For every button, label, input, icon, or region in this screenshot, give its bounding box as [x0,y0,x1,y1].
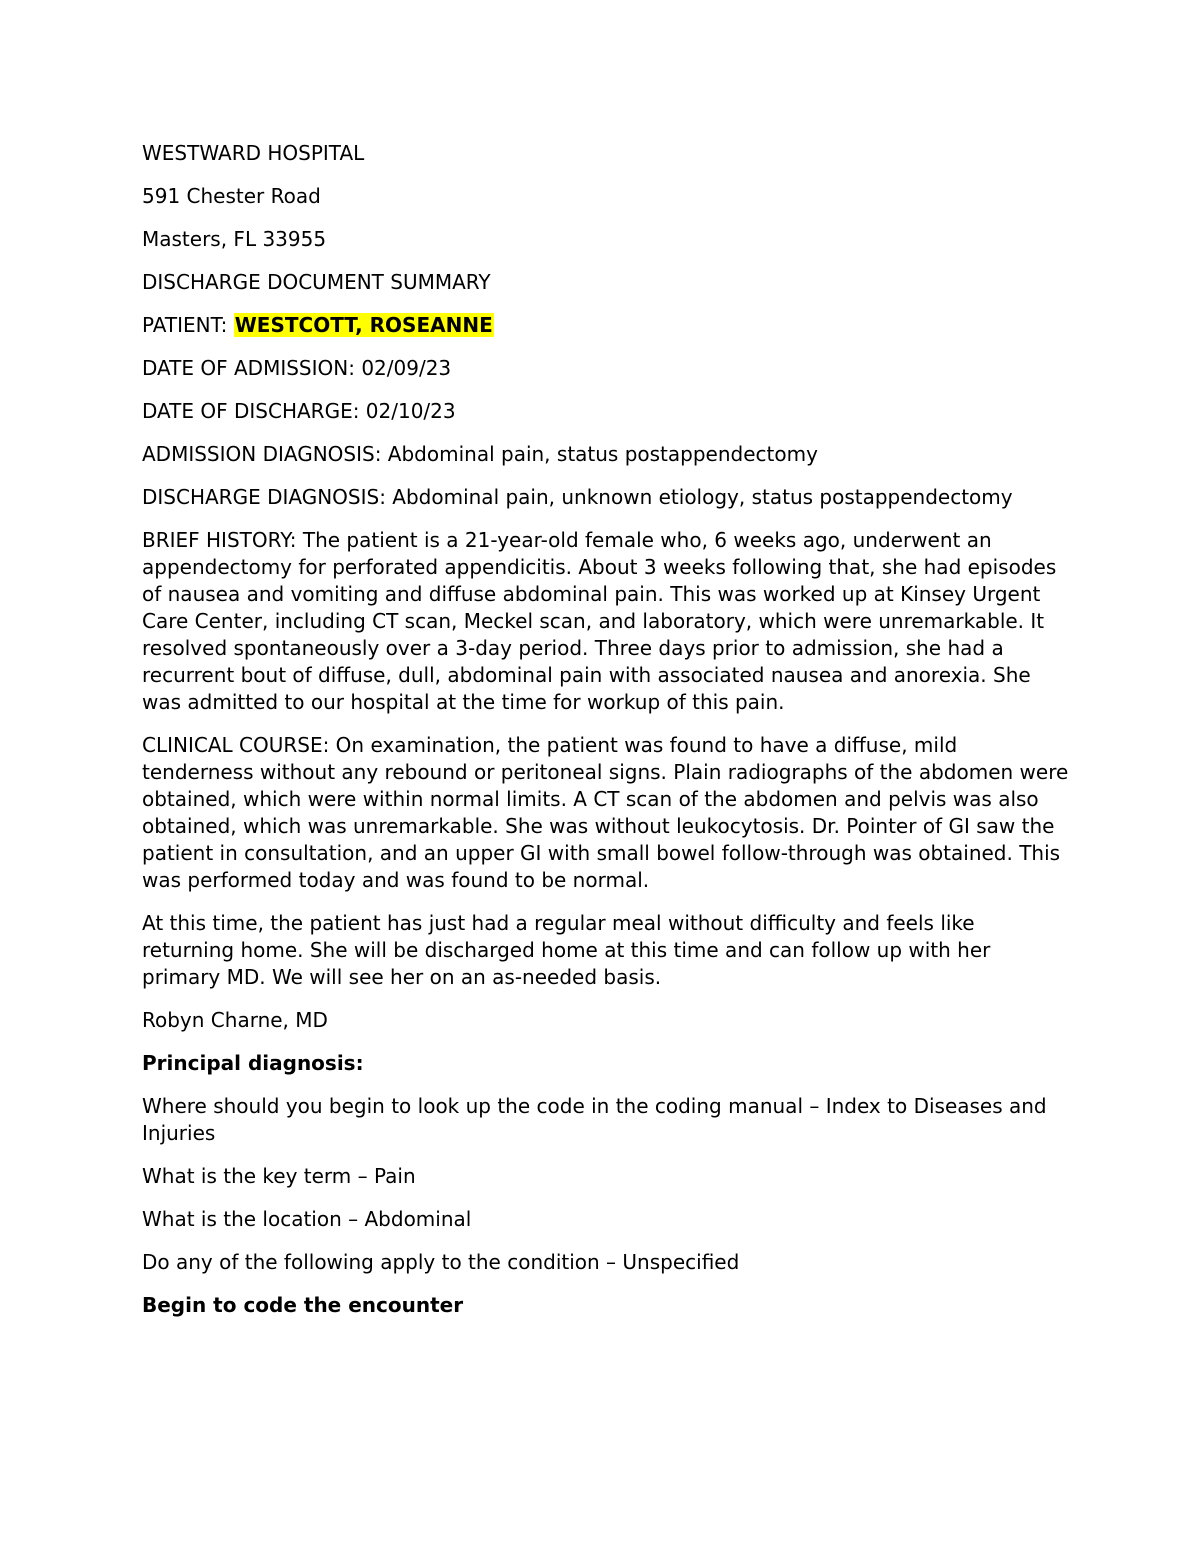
document-body [142,140,1072,1335]
discharge-date: DATE OF DISCHARGE: 02/10/23 [142,399,456,423]
clinical-course: CLINICAL COURSE: On examination, the patient was found to have a diffuse, mild tenderness without any rebound or peritoneal signs. Plain radiographs of the abdomen were obtained, which were within normal limits. A CT scan of the abdomen and pelvis was also obtained, which was unremarkable. She was without leukocytosis. Dr. Pointer of GI saw the patient in consultation, and an upper GI with small bowel follow-through was obtained. This was performed today and was found to be normal. [142,733,1069,892]
coding-question-index: Where should you begin to look up the code in the coding manual – Index to Diseases and Injuries [142,1094,1047,1145]
coding-question-key-term: What is the key term – Pain [142,1164,416,1188]
physician-signature: Robyn Charne, MD [142,1008,328,1032]
discharge-note: At this time, the patient has just had a regular meal without difficulty and feels like returning home. She will be discharged home at this time and can follow up with her primary MD. We will see her on an as-needed basis. [142,911,991,989]
patient-line [142,312,1072,339]
discharge-diagnosis: DISCHARGE DIAGNOSIS: Abdominal pain, unknown etiology, status postappendectomy [142,485,1013,509]
hospital-name: WESTWARD HOSPITAL [142,141,365,165]
patient-name: WESTCOTT, ROSEANNE [234,313,493,337]
coding-question-location: What is the location – Abdominal [142,1207,472,1231]
admission-date: DATE OF ADMISSION: 02/09/23 [142,356,452,380]
admission-diagnosis: ADMISSION DIAGNOSIS: Abdominal pain, status postappendectomy [142,442,818,466]
hospital-city-state-zip: Masters, FL 33955 [142,227,327,251]
coding-question-condition: Do any of the following apply to the condition – Unspecified [142,1250,740,1274]
begin-coding-heading: Begin to code the encounter [142,1293,464,1317]
principal-diagnosis-heading: Principal diagnosis: [142,1051,364,1075]
patient-label: PATIENT: [142,313,234,337]
document-title: DISCHARGE DOCUMENT SUMMARY [142,270,491,294]
brief-history: BRIEF HISTORY: The patient is a 21-year-old female who, 6 weeks ago, underwent an appendectomy for perforated appendicitis. About 3 weeks following that, she had episodes of nausea and vomiting and diffuse abdominal pain. This was worked up at Kinsey Urgent Care Center, including CT scan, Meckel scan, and laboratory, which were unremarkable. It resolved spontaneously over a 3-day period. Three days prior to admission, she had a recurrent bout of diffuse, dull, abdominal pain with associated nausea and anorexia. She was admitted to our hospital at the time for workup of this pain. [142,528,1057,714]
hospital-street: 591 Chester Road [142,184,321,208]
